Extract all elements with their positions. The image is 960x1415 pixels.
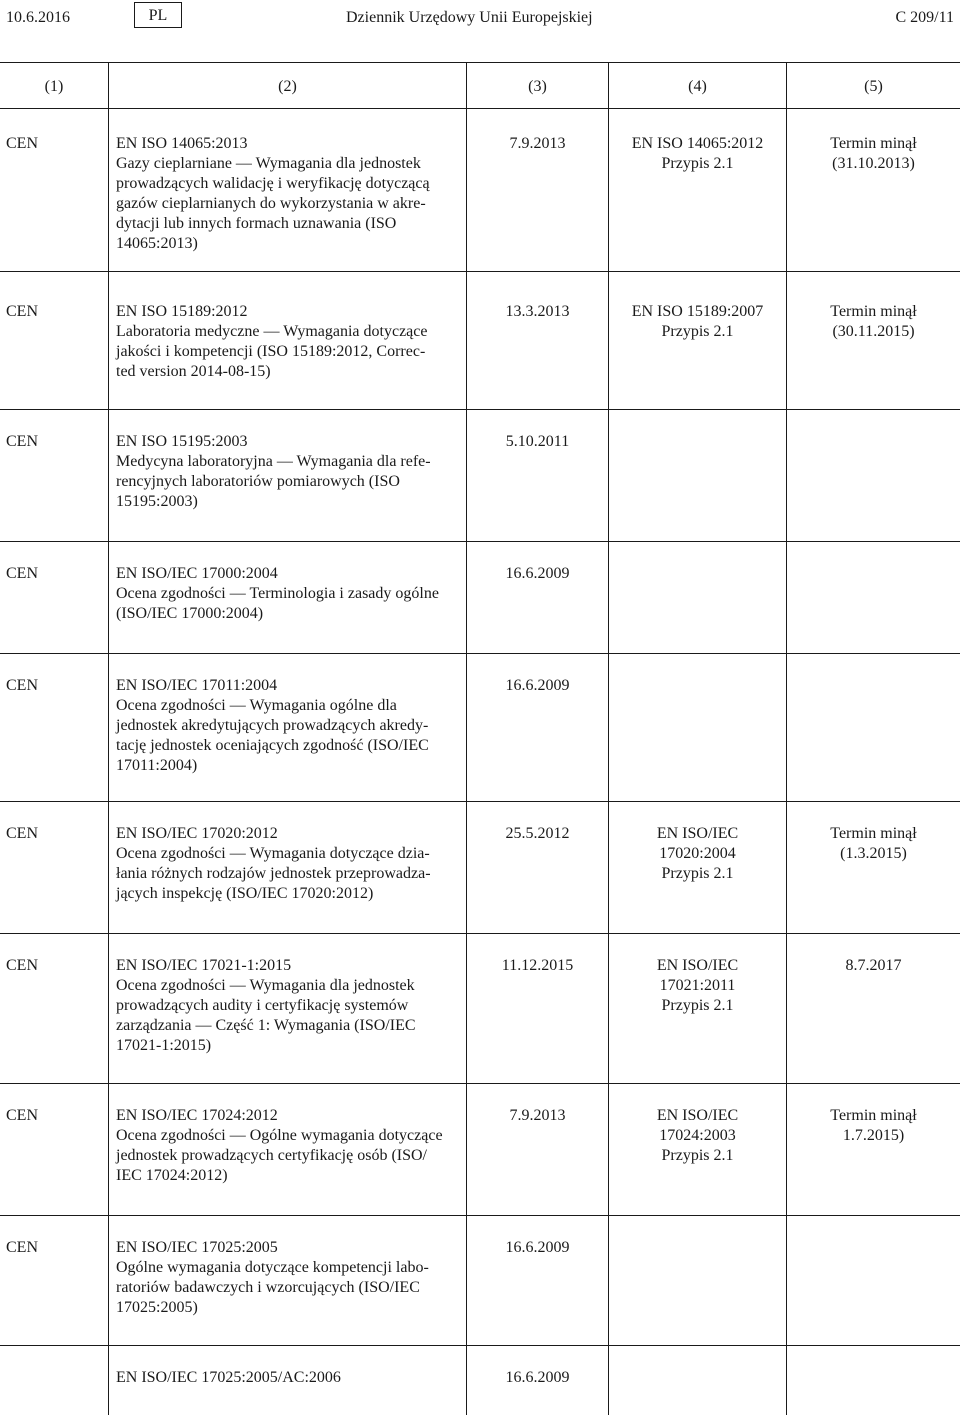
title-line: Laboratoria medyczne — Wymagania dotyczące <box>116 323 428 340</box>
column-header-3: (3) <box>528 78 547 95</box>
reference-number: EN ISO/IEC 17025:2005/AC:2006 <box>116 1369 341 1386</box>
row-divider <box>0 271 960 272</box>
organisation-cell: CEN <box>6 957 38 974</box>
title-line: jednostek prowadzących certyfikację osób (ISO/ <box>116 1147 427 1164</box>
reference-number: EN ISO/IEC 17020:2012 <box>116 825 278 842</box>
title-line: tację jednostek oceniających zgodność (ISO/IEC <box>116 737 429 754</box>
cessation-date: Termin minął <box>830 135 917 152</box>
row-divider <box>0 933 960 934</box>
ratification-date: 16.6.2009 <box>505 1369 570 1386</box>
cessation-date: Termin minął <box>830 303 917 320</box>
superseded-standard: Przypis 2.1 <box>661 865 734 882</box>
organisation-cell: CEN <box>6 1239 38 1256</box>
column-divider <box>108 63 109 1415</box>
column-divider <box>608 63 609 1415</box>
row-divider <box>0 801 960 802</box>
title-line: jednostek akredytujących prowadzących akredy- <box>116 717 429 734</box>
language-badge: PL <box>134 2 182 28</box>
organisation-cell: CEN <box>6 303 38 320</box>
column-header-1: (1) <box>44 78 64 95</box>
title-line: jących inspekcję (ISO/IEC 17020:2012) <box>116 885 374 902</box>
title-line: rencyjnych laboratoriów pomiarowych (ISO <box>116 473 400 490</box>
reference-number: EN ISO/IEC 17024:2012 <box>116 1107 278 1124</box>
superseded-standard: Przypis 2.1 <box>661 997 734 1014</box>
organisation-cell: CEN <box>6 825 38 842</box>
row-divider <box>0 1345 960 1346</box>
title-line: Medycyna laboratoryjna — Wymagania dla refe- <box>116 453 431 470</box>
title-line: prowadzących walidację i weryfikację dotyczącą <box>116 175 430 192</box>
reference-number: EN ISO/IEC 17025:2005 <box>116 1239 278 1256</box>
publication-date: 10.6.2016 <box>6 9 70 26</box>
cessation-date: (31.10.2013) <box>832 155 915 172</box>
ratification-date: 16.6.2009 <box>505 677 570 694</box>
title-line: jakości i kompetencji (ISO 15189:2012, Correc- <box>116 343 426 360</box>
superseded-standard: 17020:2004 <box>659 845 736 862</box>
row-divider <box>0 541 960 542</box>
cessation-date: Termin minął <box>830 825 917 842</box>
column-header-2: (2) <box>278 78 297 95</box>
column-header-5: (5) <box>864 78 883 95</box>
superseded-standard: Przypis 2.1 <box>661 323 734 340</box>
title-line: łania różnych rodzajów jednostek przeprowadza- <box>116 865 431 882</box>
column-divider <box>466 63 467 1415</box>
cessation-date: (1.3.2015) <box>840 845 907 862</box>
title-line: Ocena zgodności — Wymagania dotyczące dzia- <box>116 845 430 862</box>
superseded-standard: EN ISO/IEC <box>656 825 739 842</box>
ratification-date: 7.9.2013 <box>509 1107 566 1124</box>
superseded-standard: 17024:2003 <box>659 1127 736 1144</box>
standards-table <box>0 62 960 1415</box>
issue-number: C 209/11 <box>895 9 954 26</box>
title-line: ted version 2014-08-15) <box>116 363 271 380</box>
organisation-cell: CEN <box>6 1107 38 1124</box>
reference-number: EN ISO 15189:2012 <box>116 303 248 320</box>
superseded-standard: EN ISO/IEC <box>656 1107 739 1124</box>
reference-number: EN ISO 14065:2013 <box>116 135 248 152</box>
cessation-date: 8.7.2017 <box>845 957 902 974</box>
superseded-standard: Przypis 2.1 <box>661 155 734 172</box>
column-divider <box>786 63 787 1415</box>
organisation-cell: CEN <box>6 135 38 152</box>
superseded-standard: EN ISO 14065:2012 <box>631 135 764 152</box>
title-line: zarządzania — Część 1: Wymagania (ISO/IEC <box>116 1017 416 1034</box>
title-line: 17021-1:2015) <box>116 1037 212 1054</box>
cessation-date: 1.7.2015) <box>842 1127 905 1144</box>
row-divider <box>0 1083 960 1084</box>
reference-number: EN ISO/IEC 17021-1:2015 <box>116 957 292 974</box>
row-divider <box>0 1215 960 1216</box>
superseded-standard: 17021:2011 <box>659 977 736 994</box>
reference-number: EN ISO/IEC 17011:2004 <box>116 677 278 694</box>
title-line: gazów cieplarnianych do wykorzystania w akre- <box>116 195 426 212</box>
column-header-4: (4) <box>688 78 707 95</box>
reference-number: EN ISO/IEC 17000:2004 <box>116 565 278 582</box>
title-line: (ISO/IEC 17000:2004) <box>116 605 264 622</box>
title-line: Ocena zgodności — Wymagania ogólne dla <box>116 697 397 714</box>
header-divider <box>0 108 960 109</box>
title-line: 15195:2003) <box>116 493 198 510</box>
ratification-date: 13.3.2013 <box>505 303 570 320</box>
journal-title: Dziennik Urzędowy Unii Europejskiej <box>346 9 593 26</box>
superseded-standard: EN ISO 15189:2007 <box>631 303 764 320</box>
title-line: prowadzących audity i certyfikację systemów <box>116 997 409 1014</box>
title-line: Gazy cieplarniane — Wymagania dla jednostek <box>116 155 421 172</box>
reference-number: EN ISO 15195:2003 <box>116 433 248 450</box>
ratification-date: 5.10.2011 <box>505 433 570 450</box>
title-line: Ocena zgodności — Ogólne wymagania dotyczące <box>116 1127 443 1144</box>
title-line: Ogólne wymagania dotyczące kompetencji labo- <box>116 1259 429 1276</box>
title-line: dytacji lub innych formach uznawania (ISO <box>116 215 397 232</box>
ratification-date: 16.6.2009 <box>505 565 570 582</box>
ratification-date: 7.9.2013 <box>509 135 566 152</box>
title-line: 17025:2005) <box>116 1299 198 1316</box>
title-line: 17011:2004) <box>116 757 198 774</box>
row-divider <box>0 653 960 654</box>
ratification-date: 25.5.2012 <box>505 825 570 842</box>
organisation-cell: CEN <box>6 433 38 450</box>
cessation-date: (30.11.2015) <box>832 323 915 340</box>
title-line: IEC 17024:2012) <box>116 1167 228 1184</box>
title-line: 14065:2013) <box>116 235 198 252</box>
ratification-date: 16.6.2009 <box>505 1239 570 1256</box>
title-line: ratoriów badawczych i wzorcujących (ISO/IEC <box>116 1279 420 1296</box>
title-line: Ocena zgodności — Terminologia i zasady ogólne <box>116 585 439 602</box>
superseded-standard: Przypis 2.1 <box>661 1147 734 1164</box>
organisation-cell: CEN <box>6 565 38 582</box>
ratification-date: 11.12.2015 <box>501 957 574 974</box>
row-divider <box>0 409 960 410</box>
title-line: Ocena zgodności — Wymagania dla jednostek <box>116 977 415 994</box>
page-header <box>0 0 960 36</box>
superseded-standard: EN ISO/IEC <box>656 957 739 974</box>
organisation-cell: CEN <box>6 677 38 694</box>
cessation-date: Termin minął <box>830 1107 917 1124</box>
